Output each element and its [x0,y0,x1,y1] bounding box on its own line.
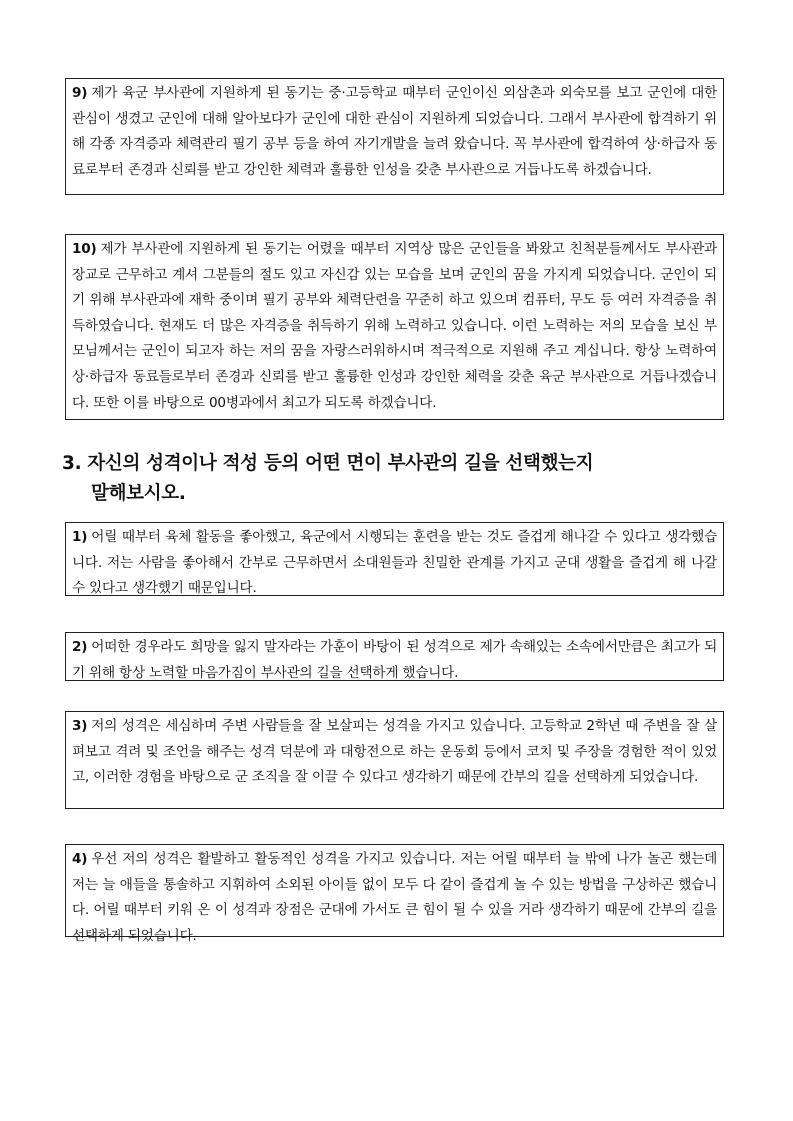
answer-box-1 [65,522,724,596]
answer-number: 1) [72,529,88,545]
answer-text: 제가 육군 부사관에 지원하게 된 동기는 중·고등학교 때부터 군인이신 외삼촌과 외숙모를 보고 군인에 대한 관심이 생겼고 군인에 대해 알아보다가 군인에 대한 관심이 지원하게 되었습니다. 그래서 부사관에 합격하기 위해 각종 자격증과 체력관리 필기 공부 등을 하여 자기개발을 늘려 왔습니다. 꼭 부사관에 합격하여 상·하급자 동료로부터 존경과 신뢰를 받고 강인한 체력과 훌륭한 인성을 갖춘 부사관으로 거듭나도록 하겠습니다. [72,85,717,178]
answer-text: 어떠한 경우라도 희망을 잃지 말자라는 가훈이 바탕이 된 성격으로 제가 속해있는 소속에서만큼은 최고가 되기 위해 항상 노력할 마음가짐이 부사관의 길을 선택하게 했습니다. [72,639,717,681]
answer-box-2 [65,632,724,681]
question-3-heading [62,449,742,509]
answer-number: 9) [72,85,88,101]
answer-box-4 [65,844,724,944]
answer-number: 4) [72,851,88,867]
answer-number: 2) [72,639,88,655]
question-line-1: 자신의 성격이나 적성 등의 어떤 면이 부사관의 길을 선택했는지 [87,453,594,474]
answer-text: 어릴 때부터 육체 활동을 좋아했고, 육군에서 시행되는 훈련을 받는 것도 즐겁게 해나갈 수 있다고 생각했습니다. 저는 사람을 좋아해서 간부로 근무하면서 소대원들과 친밀한 관계를 가지고 군대 생활을 즐겁게 해 나갈 수 있다고 생각했기 때문입니다. [72,529,717,597]
answer-text: 저의 성격은 세심하며 주변 사람들을 잘 보살피는 성격을 가지고 있습니다. 고등학교 2학년 때 주변을 잘 살펴보고 격려 및 조언을 해주는 성격 덕분에 과 대항전으로 하는 운동회 등에서 코치 및 주장을 경험한 적이 있었고, 이러한 경험을 바탕으로 군 조직을 잘 이끌 수 있다고 생각하기 때문에 간부의 길을 선택하게 되었습니다. [72,718,717,786]
question-number: 3. [62,453,82,474]
answer-text: 제가 부사관에 지원하게 된 동기는 어렸을 때부터 지역상 많은 군인들을 봐왔고 친척분들께서도 부사관과 장교로 근무하고 계셔 그분들의 절도 있고 자신감 있는 모습을 보며 군인의 꿈을 가지게 되었습니다. 군인이 되기 위해 부사관과에 재학 중이며 필기 공부와 체력단련을 꾸준히 하고 있으며 컴퓨터, 무도 등 여러 자격증을 취득하였습니다. 현재도 더 많은 자격증을 취득하기 위해 노력하고 있습니다. 이런 노력하는 저의 모습을 보신 부모님께서는 군인이 되고자 하는 저의 꿈을 자랑스러워하시며 적극적으로 지원해 주고 계십니다. 항상 노력하여 상·하급자 동료들로부터 존경과 신뢰를 받고 훌륭한 인성과 강인한 체력을 갖춘 육군 부사관으로 거듭나겠습니다. 또한 이를 바탕으로 00병과에서 최고가 되도록 하겠습니다. [72,241,717,411]
answer-number: 3) [72,718,88,734]
question-line-2: 말해보시오. [91,483,186,504]
answer-box-9 [65,78,724,195]
answer-number: 10) [72,241,97,257]
answer-box-3 [65,711,724,809]
answer-text: 우선 저의 성격은 활발하고 활동적인 성격을 가지고 있습니다. 저는 어릴 때부터 늘 밖에 나가 놀곤 했는데 저는 늘 애들을 통솔하고 지휘하여 소외된 아이들 없이 모두 다 같이 즐겁게 놀 수 있는 방법을 구상하곤 했습니다. 어릴 때부터 키워 온 이 성격과 장점은 군대에 가서도 큰 힘이 될 수 있을 거라 생각하기 때문에 간부의 길을 선택하게 되었습니다. [72,851,717,944]
answer-box-10 [65,234,724,420]
